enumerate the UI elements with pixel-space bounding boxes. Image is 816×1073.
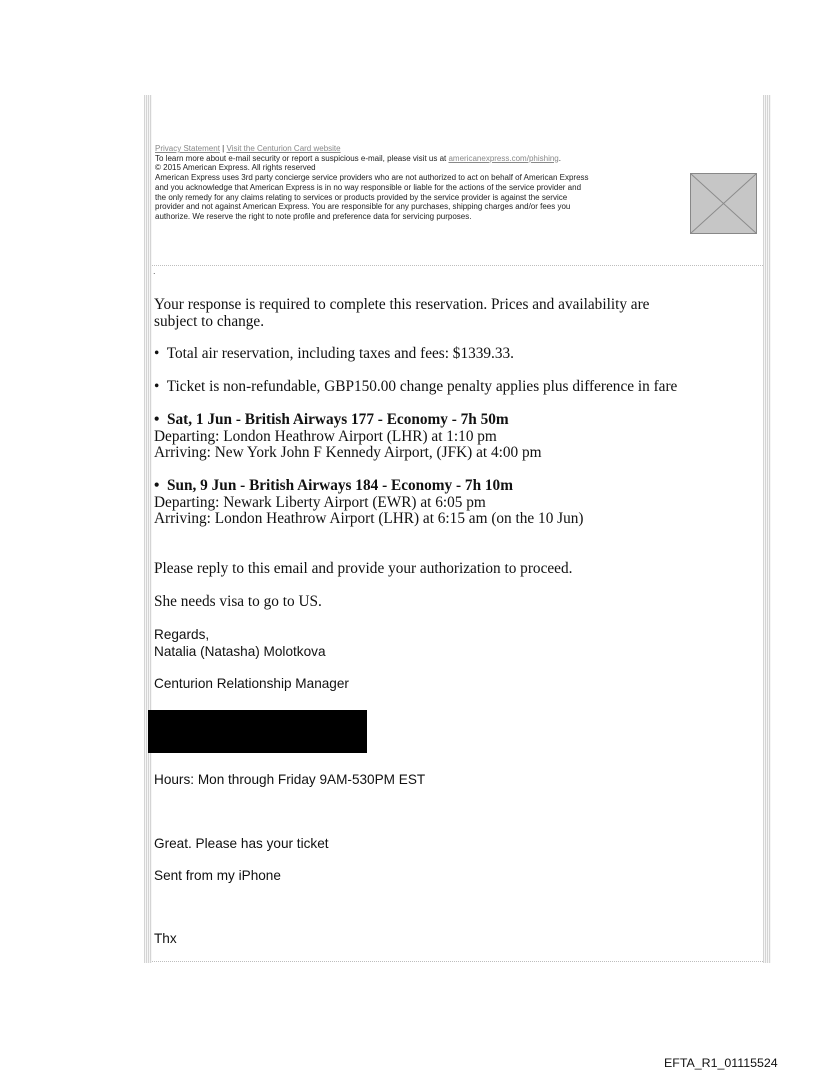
footer-links-row [155,144,688,154]
flight-header-text: Sat, 1 Jun - British Airways 177 - Economy - 7h 50m [167,411,509,428]
email-frame [144,95,771,963]
reply-message: Thx [154,931,177,946]
centurion-website-link[interactable]: Visit the Centurion Card website [226,144,341,153]
flight-arriving: Arriving: New York John F Kennedy Airport, (JFK) at 4:00 pm [154,444,542,461]
link-separator: | [222,144,225,153]
copyright-text: © 2015 American Express. All rights reserved [155,163,316,173]
intro-line: Your response is required to complete this reservation. Prices and availability are [154,296,650,313]
intro-line: subject to change. [154,313,265,330]
bullet-icon: • [154,477,160,494]
phishing-link[interactable]: americanexpress.com/phishing [448,153,559,163]
disclaimer-line: American Express uses 3rd party concierge service providers who are not authorized to act on behalf of American Express [155,173,589,183]
flight-arriving: Arriving: London Heathrow Airport (LHR) at 6:15 am (on the 10 Jun) [154,510,584,527]
office-hours: Hours: Mon through Friday 9AM-530PM EST [154,772,426,787]
signature-name: Natalia (Natasha) Molotkova [154,644,326,659]
flight-header [154,478,513,494]
reply-message: Great. Please has your ticket [154,836,329,851]
disclaimer-line: authorize. We reserve the right to note profile and preference data for servicing purposes. [155,211,472,221]
ticket-text: Ticket is non-refundable, GBP150.00 change penalty applies plus difference in fare [166,378,678,395]
bullet-icon: • [154,411,160,428]
security-period: . [558,153,561,163]
disclaimer-line: provider and not against American Express. You are responsible for any purchases, shipping charges and/or fees you [155,202,571,212]
signature-title: Centurion Relationship Manager [154,676,349,691]
privacy-statement-link[interactable]: Privacy Statement [155,144,220,153]
reply-request: Please reply to this email and provide your authorization to proceed. [154,560,573,577]
flight-header [154,412,509,428]
footer-divider [152,265,763,266]
bullet-icon: • [154,345,160,362]
disclaimer-line: the only remedy for any claims relating to services or products provided by the service provider is against the service [155,192,568,202]
flight-departing: Departing: London Heathrow Airport (LHR) at 1:10 pm [154,428,497,445]
redaction-box [148,710,367,753]
regards-text: Regards, [154,627,210,642]
divider-dot: . [153,266,156,276]
total-text: Total air reservation, including taxes and fees: $1339.33. [166,345,514,362]
security-text: To learn more about e-mail security or report a suspicious e-mail, please visit us at [155,153,447,163]
security-row [155,154,688,164]
ticket-bullet [154,379,677,395]
flight-header-text: Sun, 9 Jun - British Airways 184 - Economy - 7h 10m [167,477,513,494]
left-border-bar [144,95,152,963]
amex-footer [155,144,688,222]
visa-note: She needs visa to go to US. [154,593,322,610]
sent-from-signature: Sent from my iPhone [154,868,281,883]
flight-departing: Departing: Newark Liberty Airport (EWR) at 6:05 pm [154,494,486,511]
total-bullet [154,346,514,362]
disclaimer-line: and you acknowledge that American Express is in no way responsible or liable for the actions of the service provider and [155,182,582,192]
document-id: EFTA_R1_01115524 [664,1056,778,1070]
bullet-icon: • [154,378,160,395]
right-border-bar [763,95,771,963]
bottom-divider [152,961,763,962]
broken-image-icon [690,173,757,234]
